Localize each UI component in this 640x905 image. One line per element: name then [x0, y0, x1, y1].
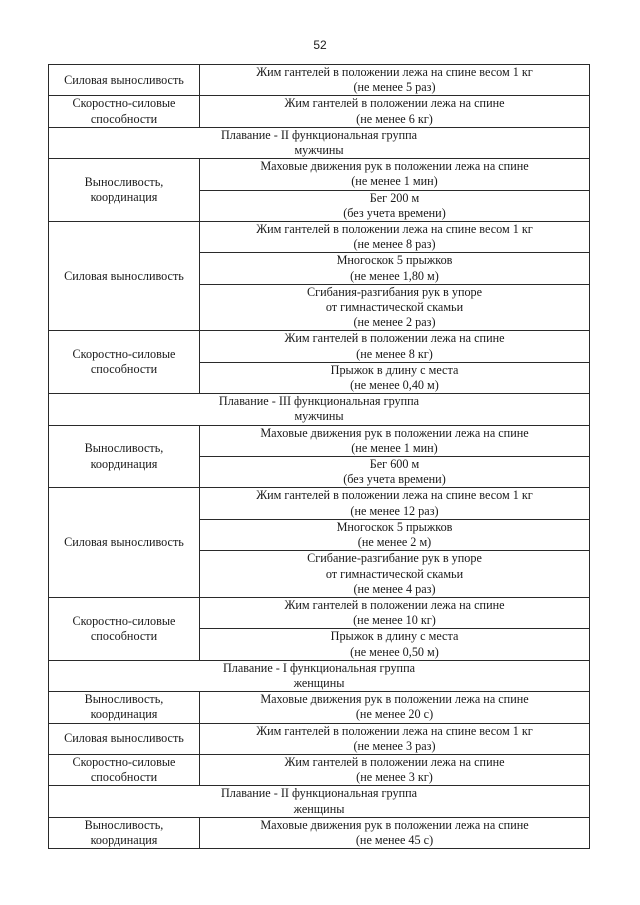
norms-table-body: [49, 65, 590, 849]
table-row: [49, 96, 590, 127]
text-line: Плавание - III функциональная группа: [218, 394, 420, 409]
table-row: [49, 222, 590, 253]
quality-cell: [49, 754, 200, 785]
text-line: Выносливость,: [84, 441, 164, 456]
quality-cell: [49, 331, 200, 394]
text-line: координация: [90, 456, 158, 471]
test-cell: [200, 65, 590, 96]
text-line: женщины: [293, 801, 345, 816]
test-cell: [200, 597, 590, 628]
text-line: (не менее 5 раз): [353, 80, 436, 95]
test-cell: [200, 190, 590, 221]
quality-cell: [49, 159, 200, 222]
text-line: способности: [90, 770, 158, 785]
text-line: (не менее 2 м): [357, 535, 432, 550]
section-title: [49, 786, 590, 817]
text-line: Плавание - II функциональная группа: [220, 127, 418, 142]
test-cell: [200, 284, 590, 331]
test-cell: [200, 159, 590, 190]
text-line: Жим гантелей в положении лежа на спине весом 1 кг: [256, 723, 533, 738]
text-line: Многоскок 5 прыжков: [336, 253, 453, 268]
norms-table: [48, 64, 590, 849]
text-line: Жим гантелей в положении лежа на спине: [284, 597, 505, 612]
quality-cell: [49, 597, 200, 660]
quality-cell: [49, 723, 200, 754]
text-line: Скоростно-силовые: [72, 96, 176, 111]
text-line: (не менее 1 мин): [351, 174, 438, 189]
text-line: (не менее 20 с): [355, 707, 434, 722]
text-line: Прыжок в длину с места: [330, 362, 459, 377]
text-line: (не менее 8 кг): [356, 346, 433, 361]
text-line: Силовая выносливость: [64, 535, 184, 550]
text-line: Маховые движения рук в положении лежа на спине: [260, 159, 529, 174]
table-row: [49, 65, 590, 96]
table-row: [49, 159, 590, 190]
test-cell: [200, 551, 590, 598]
text-line: координация: [90, 190, 158, 205]
table-row: [49, 331, 590, 362]
table-row: [49, 754, 590, 785]
text-line: Скоростно-силовые: [72, 754, 176, 769]
test-cell: [200, 362, 590, 393]
text-line: Маховые движения рук в положении лежа на спине: [260, 817, 529, 832]
text-line: способности: [90, 628, 158, 643]
text-line: Силовая выносливость: [64, 72, 184, 87]
text-line: от гимнастической скамьи: [325, 566, 464, 581]
text-line: координация: [90, 707, 158, 722]
text-line: Жим гантелей в положении лежа на спине весом 1 кг: [256, 222, 533, 237]
text-line: (не менее 10 кг): [353, 613, 436, 628]
text-line: (не менее 0,50 м): [350, 644, 439, 659]
test-cell: [200, 457, 590, 488]
table-row: [49, 597, 590, 628]
quality-cell: [49, 488, 200, 597]
text-line: мужчины: [294, 409, 344, 424]
table-row: [49, 692, 590, 723]
text-line: Бег 600 м: [369, 457, 420, 472]
text-line: (не менее 2 раз): [353, 315, 436, 330]
page-number: 52: [313, 38, 327, 52]
text-line: Жим гантелей в положении лежа на спине: [284, 331, 505, 346]
text-line: (не менее 6 кг): [356, 111, 433, 126]
test-cell: [200, 488, 590, 519]
text-line: координация: [90, 832, 158, 847]
text-line: Жим гантелей в положении лежа на спине весом 1 кг: [256, 488, 533, 503]
text-line: Скоростно-силовые: [72, 613, 176, 628]
section-title: [49, 127, 590, 158]
section-header-row: [49, 786, 590, 817]
test-cell: [200, 723, 590, 754]
test-cell: [200, 692, 590, 723]
text-line: Жим гантелей в положении лежа на спине: [284, 754, 505, 769]
section-title: [49, 660, 590, 691]
text-line: Выносливость,: [84, 692, 164, 707]
text-line: Жим гантелей в положении лежа на спине весом 1 кг: [256, 65, 533, 79]
section-header-row: [49, 660, 590, 691]
quality-cell: [49, 425, 200, 488]
text-line: (не менее 4 раз): [353, 581, 436, 596]
text-line: Плавание - I функциональная группа: [222, 660, 416, 675]
text-line: Бег 200 м: [369, 190, 420, 205]
test-cell: [200, 519, 590, 550]
text-line: Маховые движения рук в положении лежа на спине: [260, 692, 529, 707]
text-line: (без учета времени): [343, 205, 446, 220]
table-row: [49, 723, 590, 754]
text-line: (не менее 1,80 м): [350, 268, 439, 283]
text-line: Выносливость,: [84, 817, 164, 832]
test-cell: [200, 222, 590, 253]
text-line: (не менее 1 мин): [351, 440, 438, 455]
text-line: Прыжок в длину с места: [330, 629, 459, 644]
quality-cell: [49, 222, 200, 331]
text-line: Плавание - II функциональная группа: [220, 786, 418, 801]
text-line: женщины: [293, 675, 345, 690]
text-line: (не менее 0,40 м): [350, 378, 439, 393]
text-line: Многоскок 5 прыжков: [336, 519, 453, 534]
section-header-row: [49, 394, 590, 425]
section-title: [49, 394, 590, 425]
text-line: (не менее 12 раз): [350, 503, 439, 518]
test-cell: [200, 331, 590, 362]
text-line: (не менее 8 раз): [353, 237, 436, 252]
text-line: мужчины: [294, 143, 344, 158]
quality-cell: [49, 817, 200, 848]
section-header-row: [49, 127, 590, 158]
table-row: [49, 817, 590, 848]
text-line: способности: [90, 111, 158, 126]
test-cell: [200, 425, 590, 456]
test-cell: [200, 253, 590, 284]
text-line: Сгибания-разгибания рук в упоре: [306, 284, 483, 299]
quality-cell: [49, 96, 200, 127]
text-line: (не менее 45 с): [355, 832, 434, 847]
test-cell: [200, 96, 590, 127]
quality-cell: [49, 65, 200, 96]
text-line: способности: [90, 362, 158, 377]
text-line: (не менее 3 кг): [356, 770, 433, 785]
test-cell: [200, 629, 590, 660]
text-line: (не менее 3 раз): [353, 738, 436, 753]
test-cell: [200, 754, 590, 785]
text-line: Силовая выносливость: [64, 731, 184, 746]
test-cell: [200, 817, 590, 848]
text-line: Силовая выносливость: [64, 268, 184, 283]
text-line: Выносливость,: [84, 174, 164, 189]
text-line: от гимнастической скамьи: [325, 300, 464, 315]
table-row: [49, 488, 590, 519]
quality-cell: [49, 692, 200, 723]
text-line: Маховые движения рук в положении лежа на спине: [260, 425, 529, 440]
text-line: Жим гантелей в положении лежа на спине: [284, 96, 505, 111]
table-row: [49, 425, 590, 456]
text-line: (без учета времени): [343, 472, 446, 487]
text-line: Скоростно-силовые: [72, 347, 176, 362]
text-line: Сгибание-разгибание рук в упоре: [307, 551, 482, 566]
